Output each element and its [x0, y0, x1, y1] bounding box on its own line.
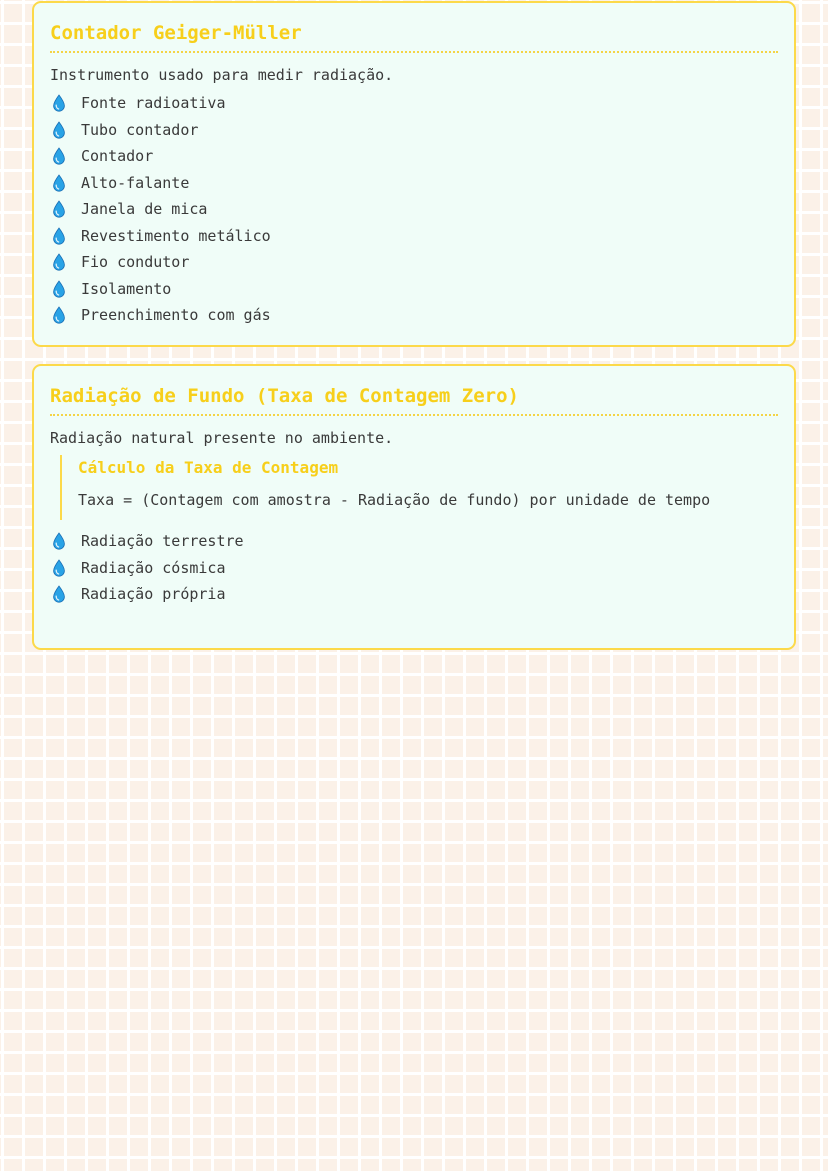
droplet-icon: [52, 532, 66, 550]
list-item-label: Alto-falante: [81, 173, 190, 192]
list-item-label: Radiação própria: [81, 585, 226, 604]
section-description: Instrumento usado para medir radiação.: [50, 66, 394, 84]
list-item: [50, 555, 778, 582]
section-title: Contador Geiger-Müller: [50, 21, 778, 53]
list-item-label: Radiação terrestre: [81, 532, 244, 551]
list-item: [50, 143, 778, 170]
count-rate-formula: Taxa = (Contagem com amostra - Radiação de fundo) por unidade de tempo: [78, 491, 711, 509]
droplet-icon: [52, 121, 66, 139]
section-description: Radiação natural presente no ambiente.: [50, 429, 394, 447]
list-item-label: Contador: [81, 147, 154, 166]
droplet-icon: [52, 253, 66, 271]
section-title: Radiação de Fundo (Taxa de Contagem Zero): [50, 384, 778, 416]
geiger-counter-card: [32, 1, 796, 347]
list-item-label: Tubo contador: [81, 120, 199, 139]
background-radiation-card: [32, 364, 796, 650]
droplet-icon: [52, 280, 66, 298]
droplet-icon: [52, 94, 66, 112]
list-item: [50, 276, 778, 303]
list-item: [50, 196, 778, 223]
list-item-label: Janela de mica: [81, 200, 208, 219]
radiation-source-list: [50, 528, 778, 608]
list-item: [50, 302, 778, 329]
droplet-icon: [52, 147, 66, 165]
list-item-label: Radiação cósmica: [81, 558, 226, 577]
list-item-label: Isolamento: [81, 279, 172, 298]
list-item-label: Fio condutor: [81, 253, 190, 272]
component-list: [50, 90, 778, 329]
list-item: [50, 170, 778, 197]
list-item: [50, 117, 778, 144]
list-item: [50, 581, 778, 608]
droplet-icon: [52, 200, 66, 218]
droplet-icon: [52, 306, 66, 324]
list-item-label: Fonte radioativa: [81, 94, 226, 113]
subsection-title: Cálculo da Taxa de Contagem: [78, 458, 339, 477]
list-item: [50, 90, 778, 117]
droplet-icon: [52, 585, 66, 603]
droplet-icon: [52, 559, 66, 577]
list-item: [50, 528, 778, 555]
droplet-icon: [52, 227, 66, 245]
list-item: [50, 249, 778, 276]
count-rate-subsection: [60, 455, 778, 520]
list-item-label: Revestimento metálico: [81, 226, 271, 245]
list-item-label: Preenchimento com gás: [81, 306, 271, 325]
droplet-icon: [52, 174, 66, 192]
list-item: [50, 223, 778, 250]
